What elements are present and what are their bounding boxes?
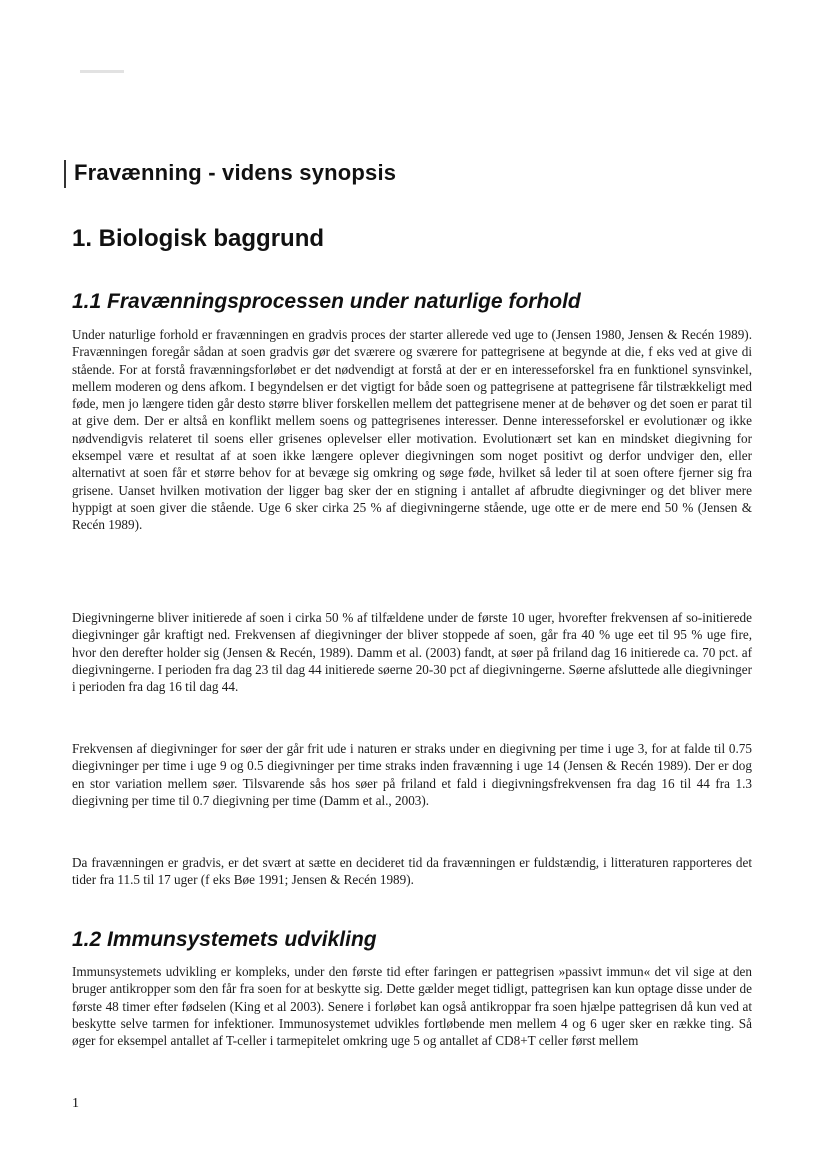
paragraph-1-1: Under naturlige forhold er fravænningen en gradvis proces der starter allerede ved uge to (Jensen 1980, Jensen & Recén 1989). Fravænningen foregår sådan at soen gradvis gør det sværere og sværere for pattegrisene at begynde at die, f eks ved at give di stående. For at forstå fravænningsforløbet er det nødvendigt at forstå at der er en interesseforskel fra en funktionel synsvinkel, mellem moderen og dens afkom. I begyndelsen er det vigtigt for både soen og pattegrisene at pattegrisene får tilstrækkeligt med føde, men jo længere tiden går desto større bliver forskellen mellem det pattegrisene mener at de behøver og det soen er parat til at give dem. Der er altså en konflikt mellem soens og pattegrisenes interesser. Denne interesseforskel er evolutionær og ikke nødvendigvis relateret til soens eller grisenes oplevelser eller motivation. Evolutionært set kan en mindsket diegivning for eksempel være et resultat af at soen ikke længere oplever diegivningen som noget positivt og derfor undviger den, eller alternativt at soen får et større behov for at bevæge sig omkring og søge føde, hvilket så leder til at soen oftere fjerner sig fra grisene. Uanset hvilken motivation der ligger bag sker der en stigning i antallet af afbrudte diegivninger og det bliver mere hyppigt at soen giver die stående. Uge 6 sker cirka 25 % af diegivningerne stående, uge otte er de mere end 50 % (Jensen & Recén 1989). — [72, 327, 752, 533]
paragraph-1-2: Diegivningerne bliver initierede af soen i cirka 50 % af tilfældene under de første 10 uger, hvorefter frekvensen af so-initierede diegivninger går kraftigt ned. Frekvensen af diegivninger der bliver stoppede af soen, går fra 40 % uge eet til 95 % uge fire, hvor den derefter holder sig (Jensen & Recén, 1989). Damm et al. (2003) fandt, at søer på friland dag 16 initierede ca. 70 pct. af diegivningerne. I perioden fra dag 23 til dag 44 initierede søerne 20-30 pct af diegivningerne. Søerne afsluttede alle diegivninger i perioden fra dag 16 til dag 44. — [72, 610, 752, 695]
subsection-heading-2: 1.2 Immunsystemets udvikling — [72, 928, 377, 951]
paragraph-1-3: Frekvensen af diegivninger for søer der går frit ude i naturen er straks under en diegivning per time i uge 3, for at falde til 0.75 diegivninger per time i uge 9 og 0.5 diegivninger per time straks inden fravænning i uge 14 (Jensen & Recén 1989). Der er dog en stor variation mellem søer. Tilsvarende sås hos søer på friland et fald i diegivningsfrekvensen fra dag 16 til 44 fra 1.3 diegivning per time til 0.7 diegivning per time (Damm et al., 2003). — [72, 741, 752, 808]
margin-rule — [64, 160, 66, 188]
section-heading: 1. Biologisk baggrund — [72, 225, 325, 252]
page-number: 1 — [72, 1096, 79, 1111]
paragraph-1-4: Da fravænningen er gradvis, er det svært at sætte en decideret tid da fravænningen er fuldstændig, i litteraturen rapporteres det tider fra 11.5 til 17 uger (f eks Bøe 1991; Jensen & Recén 1989). — [72, 855, 752, 888]
subsection-heading-1: 1.1 Fravænningsprocessen under naturlige forhold — [72, 290, 581, 313]
bleed-through-mark — [80, 70, 124, 73]
document-title: Fravænning - videns synopsis — [74, 160, 397, 185]
paragraph-2-1: Immunsystemets udvikling er kompleks, under den første tid efter faringen er pattegrisen »passivt immun« det vil sige at den bruger antikropper som den får fra soen for at beskytte sig. Dette gælder meget tidligt, pattegrisen kan kun optage disse under de første 48 timer efter fødselen (King et al 2003). Senere i forløbet kan også antikroppar fra soen hjælpe pattegrisen då kun ved at beskytte selve tarmen for infektioner. Immunosystemet udvikles fortløbende men mellem 4 og 6 uger sker en række ting. Så øger for eksempel antallet af T-celler i tarmepitelet omkring uge 5 og antallet af CD8+T celler først mellem — [72, 964, 752, 1049]
